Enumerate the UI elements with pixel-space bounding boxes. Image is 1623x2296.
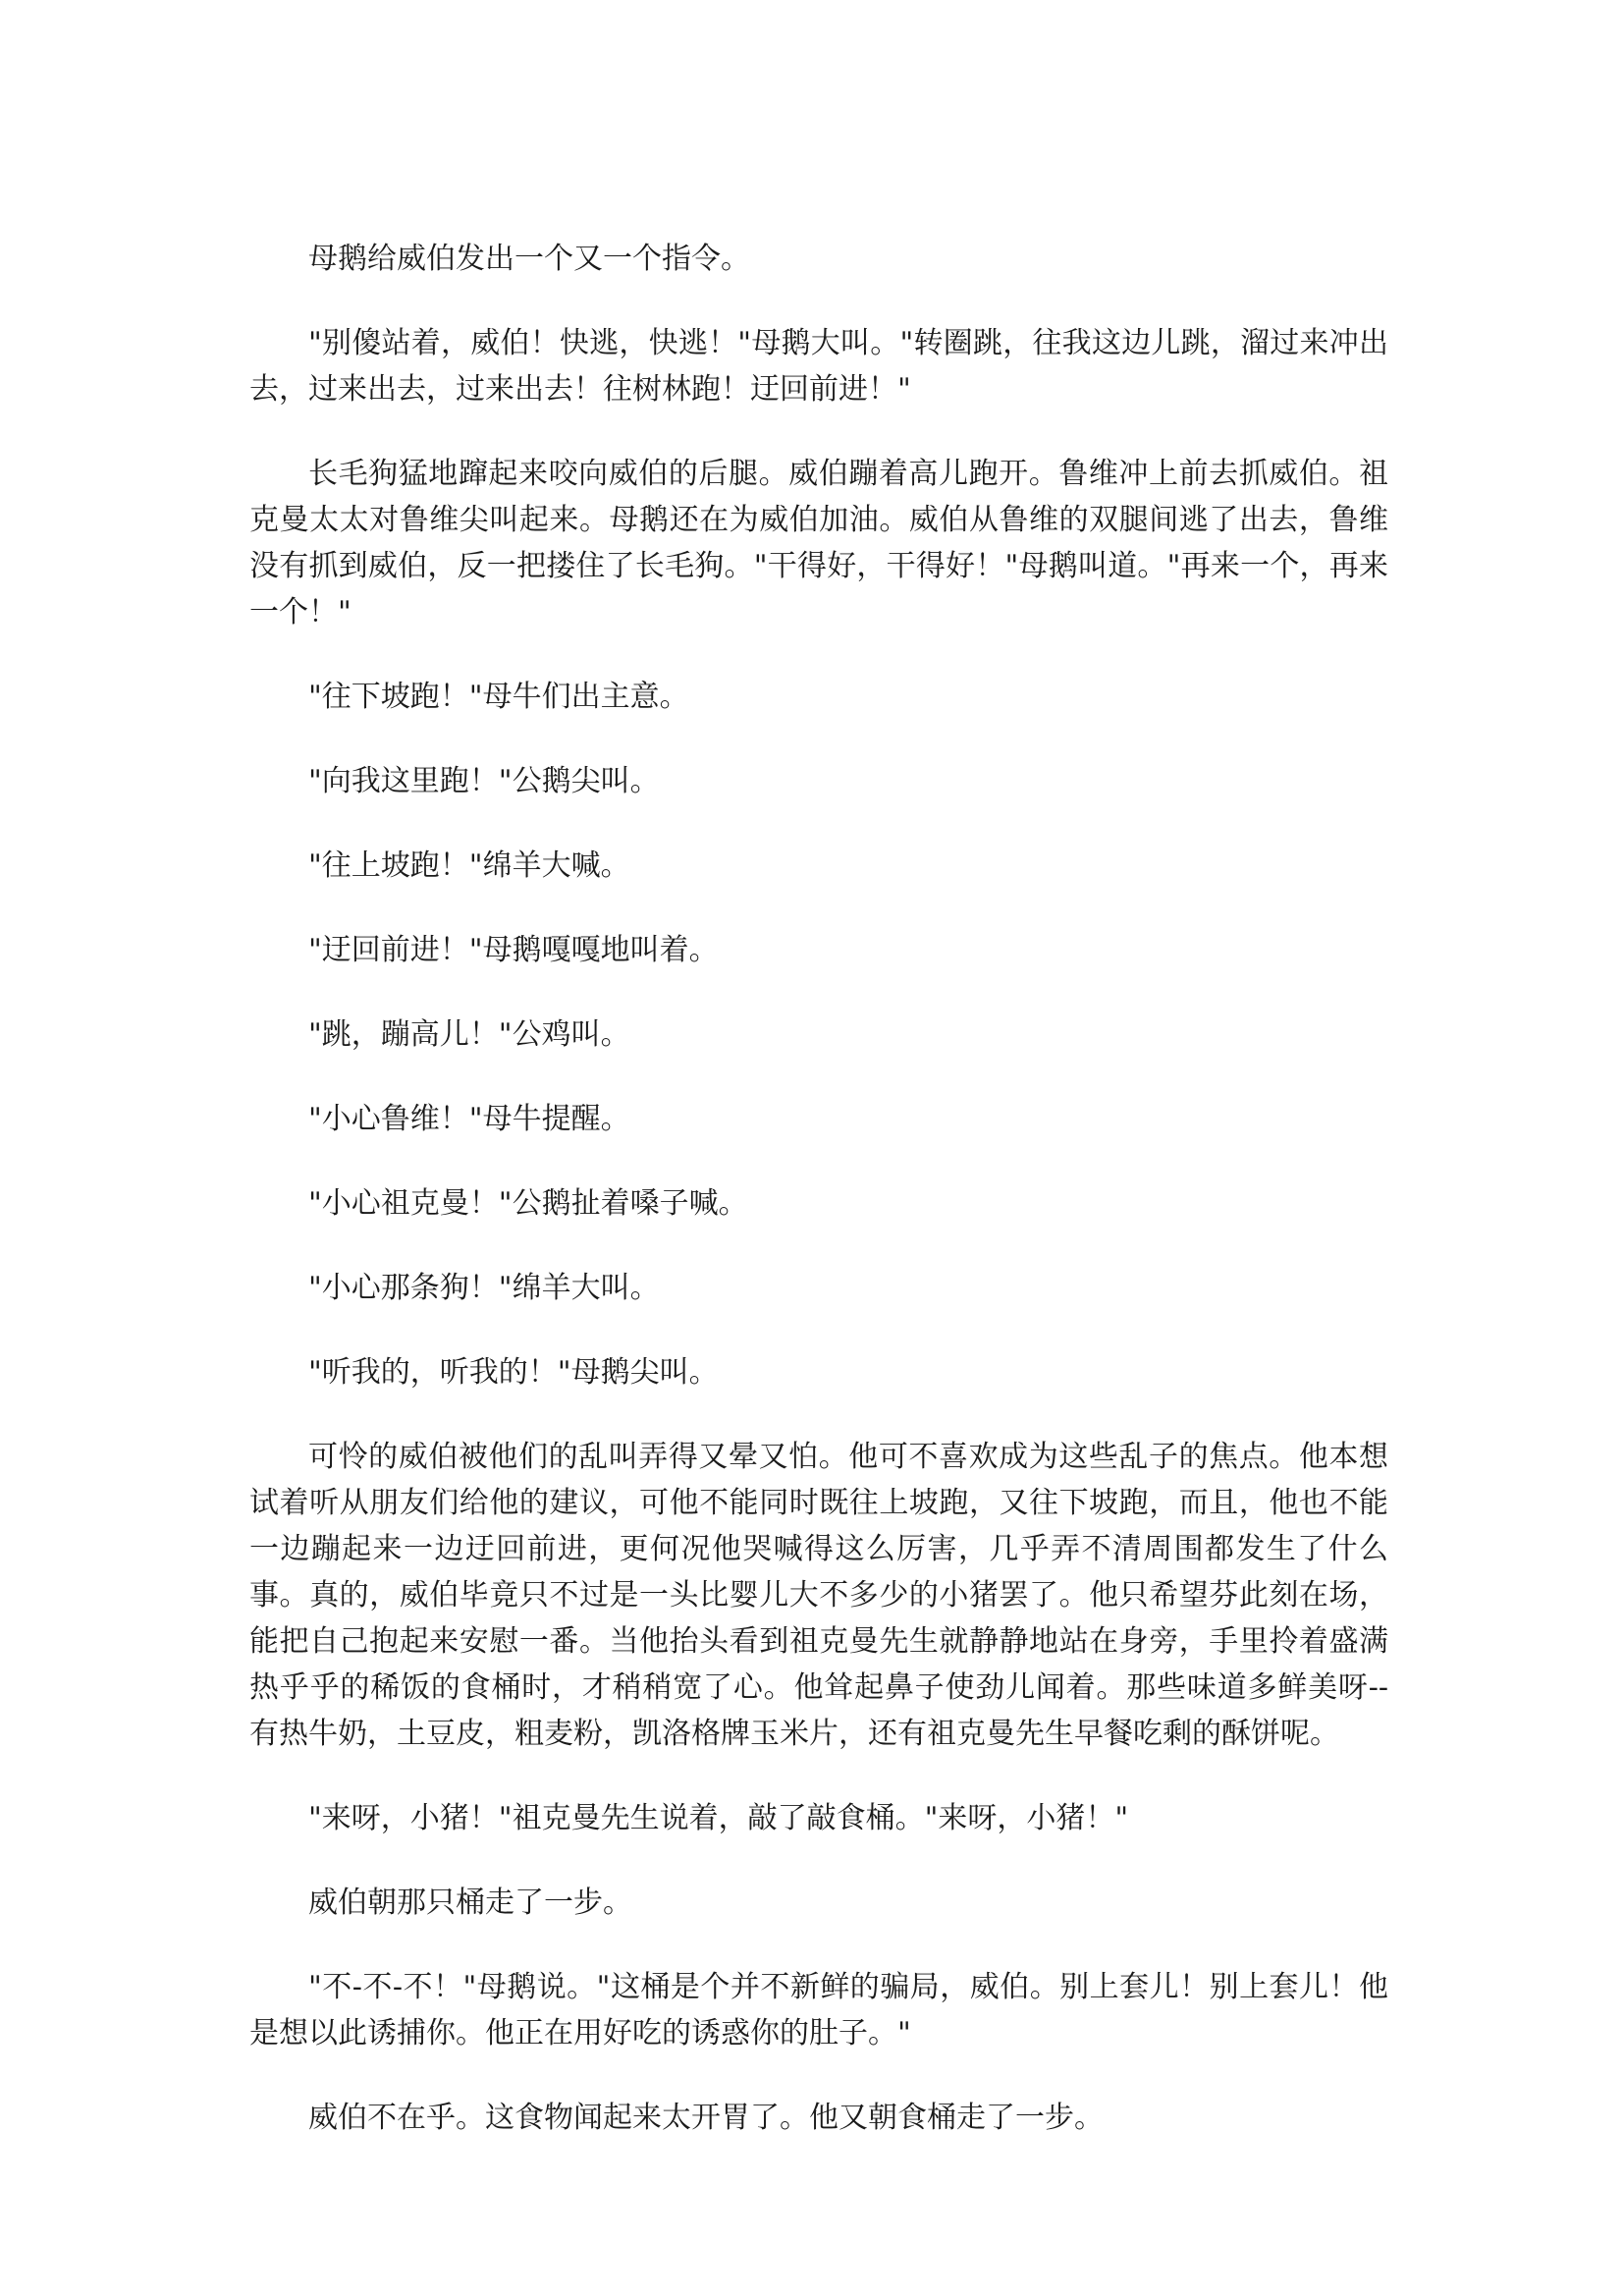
text-column [249, 236, 1388, 2179]
paragraph: "小心鲁维！"母牛提醒。 [308, 1102, 630, 1136]
paragraph: "听我的，听我的！"母鹅尖叫。 [308, 1355, 719, 1390]
paragraph: 威伯朝那只桶走了一步。 [308, 1886, 632, 1920]
paragraph: "小心祖克曼！"公鹅扯着嗓子喊。 [308, 1186, 748, 1221]
paragraph: "小心那条狗！"绵羊大叫。 [308, 1271, 660, 1305]
paragraph: "别傻站着，威伯！快逃，快逃！"母鹅大叫。"转圈跳，往我这边儿跳，溜过来冲出去，过来出去，过来出去！往树林跑！迂回前进！" [249, 326, 1388, 407]
paragraph: "跳，蹦高儿！"公鸡叫。 [308, 1017, 630, 1052]
paragraph: 长毛狗猛地蹿起来咬向威伯的后腿。威伯蹦着高儿跑开。鲁维冲上前去抓威伯。祖克曼太太对鲁维尖叫起来。母鹅还在为威伯加油。威伯从鲁维的双腿间逃了出去，鲁维没有抓到威伯，反一把搂住了长毛狗。"干得好，干得好！"母鹅叫道。"再来一个，再来一个！" [249, 457, 1388, 629]
paragraph: "往上坡跑！"绵羊大喊。 [308, 848, 630, 883]
paragraph: "迂回前进！"母鹅嘎嘎地叫着。 [308, 933, 719, 967]
paragraph: "往下坡跑！"母牛们出主意。 [308, 680, 689, 714]
paragraph: "不-不-不！"母鹅说。"这桶是个并不新鲜的骗局，威伯。别上套儿！别上套儿！他是想以此诱捕你。他正在用好吃的诱惑你的肚子。" [249, 1970, 1388, 2050]
paragraph: 可怜的威伯被他们的乱叫弄得又晕又怕。他可不喜欢成为这些乱子的焦点。他本想试着听从朋友们给他的建议，可他不能同时既往上坡跑，又往下坡跑，而且，他也不能一边蹦起来一边迂回前进，更何况他哭喊得这么厉害，几乎弄不清周围都发生了什么事。真的，威伯毕竟只不过是一头比婴儿大不多少的小猪罢了。他只希望芬此刻在场，能把自己抱起来安慰一番。当他抬头看到祖克曼先生就静静地站在身旁，手里拎着盛满热乎乎的稀饭的食桶时，才稍稍宽了心。他耸起鼻子使劲儿闻着。那些味道多鲜美呀--有热牛奶，土豆皮，粗麦粉，凯洛格牌玉米片，还有祖克曼先生早餐吃剩的酥饼呢。 [249, 1440, 1388, 1751]
paragraph: "来呀，小猪！"祖克曼先生说着，敲了敲食桶。"来呀，小猪！" [308, 1801, 1129, 1835]
paragraph: 母鹅给威伯发出一个又一个指令。 [308, 242, 750, 276]
paragraph: 威伯不在乎。这食物闻起来太开胃了。他又朝食桶走了一步。 [308, 2101, 1104, 2135]
paragraph: "向我这里跑！"公鹅尖叫。 [308, 764, 660, 798]
